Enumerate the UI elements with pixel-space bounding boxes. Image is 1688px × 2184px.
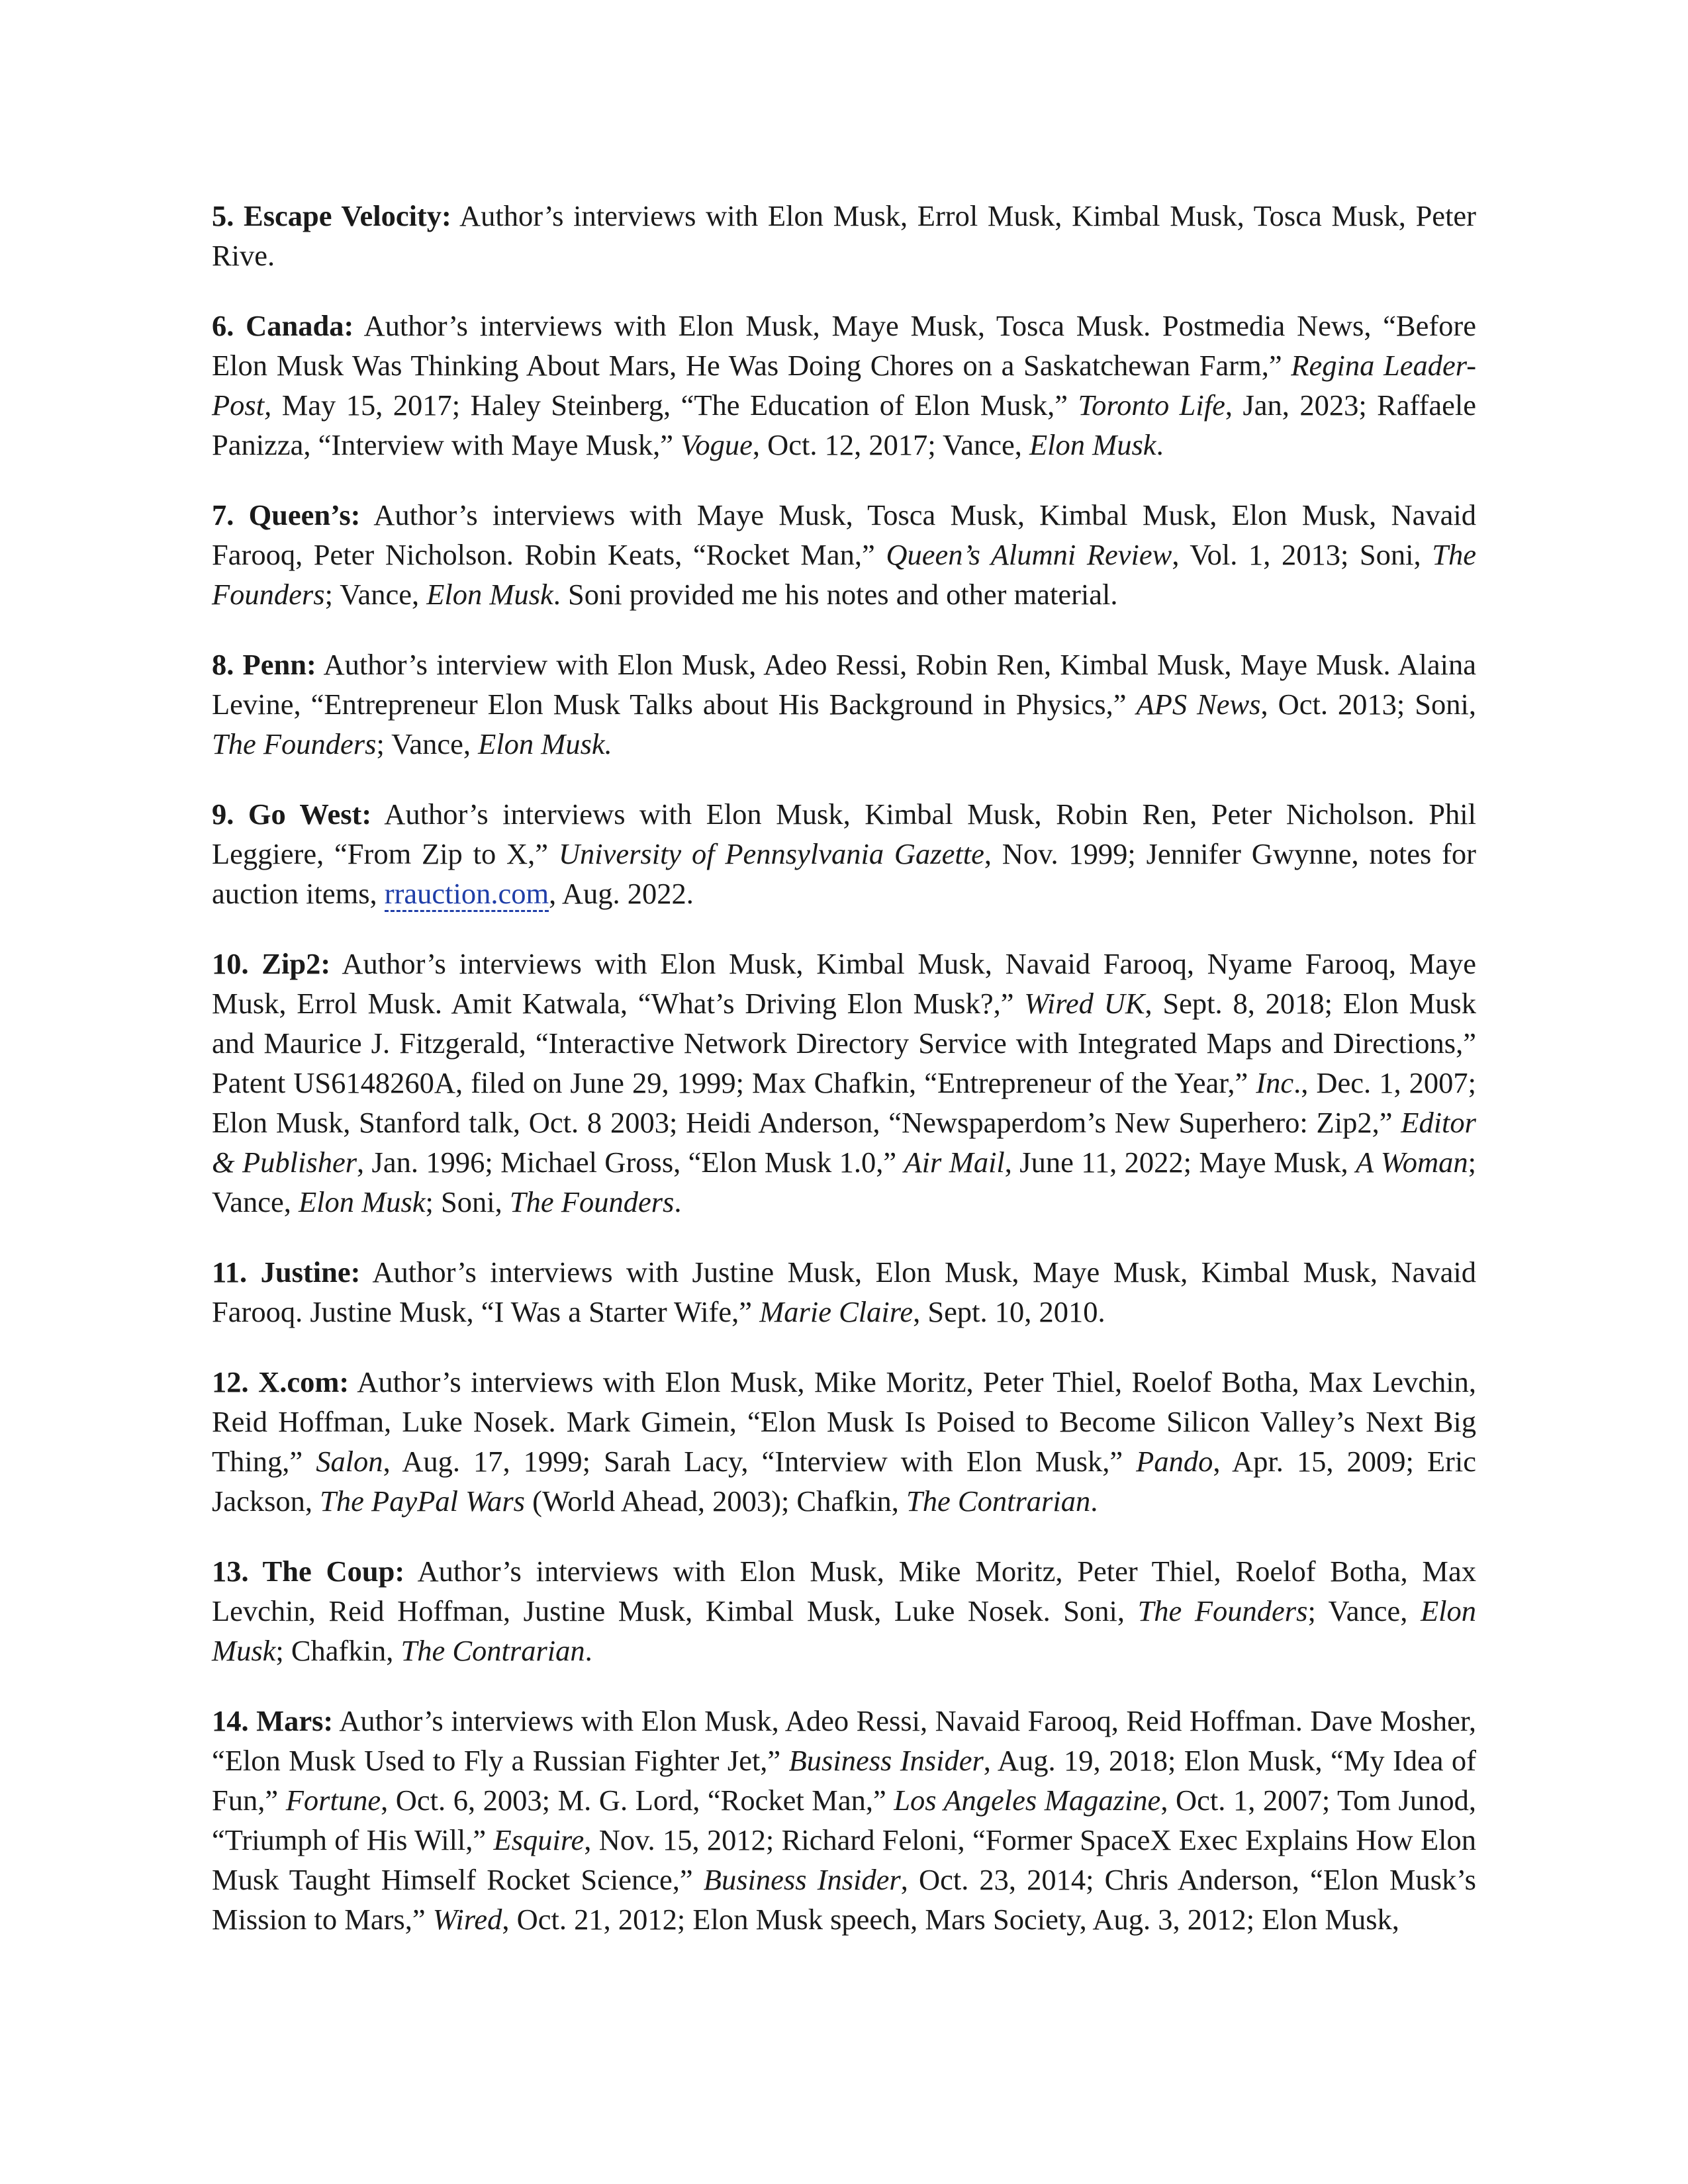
endnote-heading: 11. Justine:: [212, 1255, 361, 1289]
citation-text: , Jan. 1996; Michael Gross, “Elon Musk 1.0,”: [357, 1146, 904, 1179]
endnote-paragraph: [212, 944, 1476, 1222]
publication-title: Regina Leader-Post,: [212, 349, 1477, 422]
publication-title: Salon: [316, 1445, 383, 1478]
citation-text: .: [1156, 428, 1164, 461]
notes-page: [212, 196, 1476, 1970]
citation-text: Author’s interviews with Maye Musk, Tosca Musk, Kimbal Musk, Elon Musk, Navaid Farooq, Peter Nicholson. Robin Keats, “Rocket Man,”: [212, 498, 1477, 571]
publication-title: Fortune: [285, 1784, 381, 1817]
citation-text: , Oct. 6, 2003; M. G. Lord, “Rocket Man,”: [381, 1784, 894, 1817]
citation-text: Author’s interviews with Elon Musk, Errol Musk, Kimbal Musk, Tosca Musk, Peter Rive.: [212, 199, 1476, 272]
citation-text: . Soni provided me his notes and other material.: [553, 578, 1118, 611]
citation-text: .: [674, 1185, 682, 1218]
publication-title: Wired: [432, 1903, 502, 1936]
citation-text: , Nov. 15, 2012; Richard Feloni, “Former SpaceX Exec Explains How Elon Musk Taught Himself Rocket Science,”: [212, 1823, 1477, 1896]
publication-title: The PayPal Wars: [320, 1484, 525, 1518]
endnote-heading: 13. The Coup:: [212, 1555, 405, 1588]
endnote-heading: 6. Canada:: [212, 309, 354, 342]
publication-title: Toronto Life: [1078, 388, 1225, 422]
publication-title: Marie Claire: [759, 1295, 914, 1328]
publication-title: Pando: [1136, 1445, 1213, 1478]
citation-text: , June 11, 2022; Maye Musk,: [1004, 1146, 1356, 1179]
citation-text: Author’s interview with Elon Musk, Adeo Ressi, Robin Ren, Kimbal Musk, Maye Musk. Alaina Levine, “Entrepreneur Elon Musk Talks about His Background in Physics,”: [212, 648, 1477, 721]
publication-title: The Founders: [212, 538, 1477, 611]
endnote-paragraph: [212, 1551, 1476, 1670]
citation-text: , Aug. 2022.: [549, 877, 694, 910]
citation-text: .: [585, 1634, 592, 1667]
endnote-paragraph: [212, 1362, 1476, 1521]
publication-title: The Founders: [509, 1185, 675, 1218]
endnote-heading: 9. Go West:: [212, 797, 372, 831]
publication-title: The Contrarian: [400, 1634, 585, 1667]
endnote-paragraph: [212, 495, 1476, 614]
publication-title: Vogue: [680, 428, 753, 461]
publication-title: Elon Musk.: [478, 727, 612, 760]
endnote-paragraph: [212, 196, 1476, 275]
citation-text: ; Vance,: [324, 578, 427, 611]
citation-text: , Jan, 2023; Raffaele Panizza, “Interview with Maye Musk,”: [212, 388, 1477, 461]
citation-text: ; Soni,: [425, 1185, 510, 1218]
endnote-paragraph: [212, 1701, 1476, 1939]
publication-title: The Contrarian: [906, 1484, 1091, 1518]
citation-text: Author’s interviews with Elon Musk, Mike Moritz, Peter Thiel, Roelof Botha, Max Levchin, Reid Hoffman, Justine Musk, Kimbal Musk, Luke Nosek. Soni,: [212, 1555, 1476, 1627]
citation-text: , Apr. 15, 2009; Eric Jackson,: [212, 1445, 1476, 1518]
citation-text: ; Vance,: [212, 1146, 1476, 1218]
publication-title: The Founders: [212, 727, 377, 760]
publication-title: Queen’s Alumni Review: [886, 538, 1172, 571]
publication-title: Elon Musk: [426, 578, 553, 611]
endnote-paragraph: [212, 306, 1476, 465]
citation-text: , Oct. 21, 2012; Elon Musk speech, Mars Society, Aug. 3, 2012; Elon Musk,: [502, 1903, 1399, 1936]
citation-text: Author’s interviews with Elon Musk, Kimbal Musk, Robin Ren, Peter Nicholson. Phil Leggiere, “From Zip to X,”: [212, 797, 1477, 870]
citation-text: , Oct. 2013; Soni,: [1260, 688, 1476, 721]
publication-title: Los Angeles Magazine: [894, 1784, 1161, 1817]
citation-text: ., Dec. 1, 2007; Elon Musk, Stanford talk, Oct. 8 2003; Heidi Anderson, “Newspaperdom’s New Superhero: Zip2,”: [212, 1066, 1476, 1139]
endnote-paragraph: [212, 794, 1476, 913]
citation-text: Author’s interviews with Elon Musk, Mike Moritz, Peter Thiel, Roelof Botha, Max Levchin, Reid Hoffman, Luke Nosek. Mark Gimein, “Elon Musk Is Poised to Become Silicon Valley’s Next Big Thing,”: [212, 1365, 1476, 1478]
citation-text: , Sept. 8, 2018; Elon Musk and Maurice J. Fitzgerald, “Interactive Network Directory Service with Integrated Maps and Directions,” Patent US6148260A, filed on June 29, 1999; Max Chafkin, “Entrepreneur of the Year,”: [212, 987, 1476, 1099]
endnote-heading: 10. Zip2:: [212, 947, 331, 980]
citation-text: Author’s interviews with Justine Musk, Elon Musk, Maye Musk, Kimbal Musk, Navaid Farooq. Justine Musk, “I Was a Starter Wife,”: [212, 1255, 1476, 1328]
citation-text: , Aug. 19, 2018; Elon Musk, “My Idea of Fun,”: [212, 1744, 1477, 1817]
publication-title: Inc: [1256, 1066, 1294, 1099]
citation-text: Author’s interviews with Elon Musk, Kimbal Musk, Navaid Farooq, Nyame Farooq, Maye Musk, Errol Musk. Amit Katwala, “What’s Driving Elon Musk?,”: [212, 947, 1476, 1020]
endnote-heading: 14. Mars:: [212, 1704, 334, 1737]
citation-text: ; Chafkin,: [275, 1634, 401, 1667]
citation-text: , Nov. 1999; Jennifer Gwynne, notes for auction items,: [212, 837, 1476, 910]
citation-text: , Oct. 23, 2014; Chris Anderson, “Elon Musk’s Mission to Mars,”: [212, 1863, 1476, 1936]
publication-title: Business Insider: [788, 1744, 984, 1777]
citation-text: ; Vance,: [376, 727, 479, 760]
citation-text: Author’s interviews with Elon Musk, Adeo Ressi, Navaid Farooq, Reid Hoffman. Dave Mosher, “Elon Musk Used to Fly a Russian Fighter Jet,”: [212, 1704, 1476, 1777]
citation-text: , Vol. 1, 2013; Soni,: [1172, 538, 1432, 571]
citation-text: Author’s interviews with Elon Musk, Maye Musk, Tosca Musk. Postmedia News, “Before Elon Musk Was Thinking About Mars, He Was Doing Chores on a Saskatchewan Farm,”: [212, 309, 1476, 382]
citation-text: , Oct. 12, 2017; Vance,: [752, 428, 1029, 461]
publication-title: Air Mail: [904, 1146, 1005, 1179]
endnote-paragraph: [212, 1252, 1476, 1332]
publication-title: The Founders: [1137, 1594, 1308, 1627]
publication-title: Elon Musk: [298, 1185, 426, 1218]
publication-title: Wired UK: [1024, 987, 1145, 1020]
citation-text: May 15, 2017; Haley Steinberg, “The Education of Elon Musk,”: [271, 388, 1078, 422]
endnote-heading: 12. X.com:: [212, 1365, 350, 1398]
publication-title: Business Insider: [703, 1863, 901, 1896]
source-link[interactable]: rrauction.com: [385, 877, 549, 912]
publication-title: Elon Musk: [212, 1594, 1476, 1667]
publication-title: A Woman: [1355, 1146, 1468, 1179]
publication-title: Elon Musk: [1029, 428, 1156, 461]
citation-text: .: [1090, 1484, 1098, 1518]
publication-title: University of Pennsylvania Gazette: [558, 837, 984, 870]
endnote-heading: 8. Penn:: [212, 648, 316, 681]
citation-text: , Oct. 1, 2007; Tom Junod, “Triumph of His Will,”: [212, 1784, 1476, 1856]
publication-title: Editor & Publisher: [212, 1106, 1476, 1179]
citation-text: , Sept. 10, 2010.: [913, 1295, 1105, 1328]
endnote-paragraph: [212, 645, 1476, 764]
publication-title: APS News: [1136, 688, 1261, 721]
citation-text: (World Ahead, 2003); Chafkin,: [525, 1484, 907, 1518]
publication-title: Esquire: [493, 1823, 585, 1856]
endnote-heading: 5. Escape Velocity:: [212, 199, 451, 232]
citation-text: ; Vance,: [1307, 1594, 1421, 1627]
endnote-heading: 7. Queen’s:: [212, 498, 361, 531]
citation-text: , Aug. 17, 1999; Sarah Lacy, “Interview with Elon Musk,”: [383, 1445, 1137, 1478]
